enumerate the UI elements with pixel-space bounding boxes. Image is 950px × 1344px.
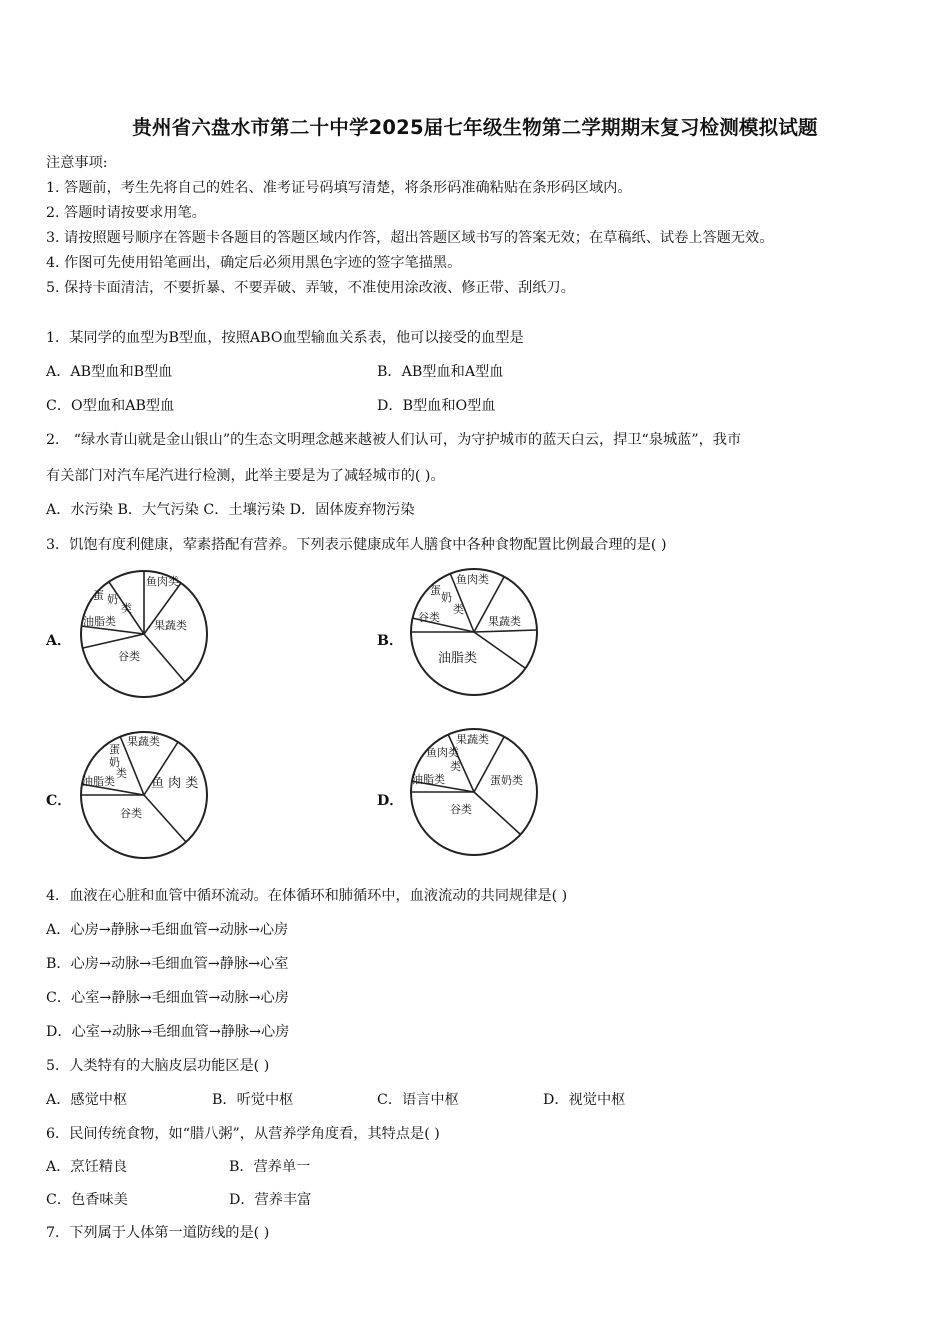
pie-a-label-egg: 蛋 xyxy=(93,589,104,602)
q6-stem: 6．民间传统食物，如“腊八粥”，从营养学角度看，其特点是( ) xyxy=(46,1126,440,1142)
notice-item-1: 1. 答题前，考生先将自己的姓名、准考证号码填写清楚，将条形码准确粘贴在条形码区域内。 xyxy=(46,180,632,196)
pie-c-label-milk: 奶 xyxy=(109,756,120,769)
q4-option-c: C．心室→静脉→毛细血管→动脉→心房 xyxy=(46,990,289,1006)
q3-option-b-label: B． xyxy=(377,633,404,649)
page-title: 贵州省六盘水市第二十中学2025届七年级生物第二学期期末复习检测模拟试题 xyxy=(132,116,818,139)
pie-b-label-lei: 类 xyxy=(453,603,464,616)
q3-stem: 3．饥饱有度利健康，荤素搭配有营养。下列表示健康成年人膳食中各种食物配置比例最合理的是( ) xyxy=(46,537,667,553)
q2-options: A．水污染 B．大气污染 C．土壤污染 D．固体废弃物污染 xyxy=(46,502,415,518)
pie-a-label-fish: 鱼肉类 xyxy=(146,575,179,588)
q5-stem: 5．人类特有的大脑皮层功能区是( ) xyxy=(46,1058,270,1074)
notice-item-3: 3. 请按照题号顺序在答题卡各题目的答题区域内作答，超出答题区域书写的答案无效；在草稿纸、试卷上答题无效。 xyxy=(46,230,774,246)
notice-item-5: 5. 保持卡面清洁，不要折暴、不要弄破、弄皱，不准使用涂改液、修正带、刮纸刀。 xyxy=(46,280,575,296)
notice-heading: 注意事项: xyxy=(46,155,108,171)
q1-option-b: B．AB型血和A型血 xyxy=(377,364,504,380)
q4-option-a: A．心房→静脉→毛细血管→动脉→心房 xyxy=(46,922,289,938)
q1-option-d: D．B型血和O型血 xyxy=(377,398,496,414)
pie-c-label-lei: 类 xyxy=(116,767,127,780)
q3-pie-c xyxy=(78,729,210,865)
q1-stem: 1．某同学的血型为B型血，按照ABO血型输血关系表，他可以接受的血型是 xyxy=(46,330,524,346)
q6-option-c: C．色香味美 xyxy=(46,1192,128,1208)
q4-option-b: B．心房→动脉→毛细血管→静脉→心室 xyxy=(46,956,289,972)
q2-stem-line1: 2． “绿水青山就是金山银山”的生态文明理念越来越被人们认可，为守护城市的蓝天白云，捍卫“泉城蓝”，我市 xyxy=(46,432,742,448)
pie-c-label-grain: 谷类 xyxy=(120,807,142,820)
q3-option-c-label: C． xyxy=(46,793,72,809)
pie-b-label-fruit: 果蔬类 xyxy=(488,615,521,628)
notice-item-4: 4. 作图可先使用铅笔画出，确定后必须用黑色字迹的签字笔描黑。 xyxy=(46,255,462,271)
pie-d-label-lei: 类 xyxy=(450,760,461,773)
pie-c-label-fruit: 果蔬类 xyxy=(127,735,160,748)
q7-stem: 7．下列属于人体第一道防线的是( ) xyxy=(46,1225,270,1241)
q2-stem-line2: 有关部门对汽车尾汽进行检测，此举主要是为了减轻城市的( )。 xyxy=(46,468,445,484)
pie-b-label-oil: 油脂类 xyxy=(438,651,478,666)
pie-d-label-eggmilk: 蛋奶类 xyxy=(490,774,523,787)
pie-a-label-milk: 奶 xyxy=(107,593,118,606)
pie-d-label-fruit: 果蔬类 xyxy=(456,733,489,746)
q3-pie-d xyxy=(408,726,540,862)
q4-stem: 4．血液在心脏和血管中循环流动。在体循环和肺循环中，血液流动的共同规律是( ) xyxy=(46,888,568,904)
q5-option-a: A．感觉中枢 xyxy=(46,1092,128,1108)
pie-b-label-fish: 鱼肉类 xyxy=(456,573,489,586)
pie-d-label-grain: 谷类 xyxy=(450,803,472,816)
notice-item-2: 2. 答题时请按要求用笔。 xyxy=(46,205,206,221)
q5-option-d: D．视觉中枢 xyxy=(543,1092,626,1108)
pie-a-label-lei: 类 xyxy=(121,602,132,615)
q6-option-a: A．烹饪精良 xyxy=(46,1159,128,1175)
pie-d-label-oil: 油脂类 xyxy=(412,773,445,786)
pie-d-label-fish: 鱼肉类 xyxy=(426,746,459,759)
pie-b-label-grain: 谷类 xyxy=(418,611,440,624)
q5-option-b: B．听觉中枢 xyxy=(212,1092,294,1108)
q3-pie-a xyxy=(78,568,210,704)
q3-pie-b xyxy=(408,566,540,702)
q3-option-a-label: A． xyxy=(46,633,72,649)
pie-b-label-milk: 奶 xyxy=(441,591,452,604)
q1-option-c: C．O型血和AB型血 xyxy=(46,398,175,414)
q1-option-a: A．AB型血和B型血 xyxy=(46,364,173,380)
q5-option-c: C．语言中枢 xyxy=(377,1092,459,1108)
q4-option-d: D．心室→动脉→毛细血管→静脉→心房 xyxy=(46,1024,290,1040)
pie-a-label-grain: 谷类 xyxy=(118,650,140,663)
pie-c-label-egg: 蛋 xyxy=(109,743,120,756)
pie-a-label-oil: 油脂类 xyxy=(83,615,116,628)
pie-b-label-egg: 蛋 xyxy=(430,584,441,597)
pie-c-label-fish: 鱼 肉 类 xyxy=(151,776,199,791)
q6-option-d: D．营养丰富 xyxy=(229,1192,312,1208)
q6-option-b: B．营养单一 xyxy=(229,1159,311,1175)
pie-c-label-oil: 油脂类 xyxy=(82,775,115,788)
q3-option-d-label: D． xyxy=(377,793,404,809)
pie-a-label-fruit: 果蔬类 xyxy=(154,619,187,632)
